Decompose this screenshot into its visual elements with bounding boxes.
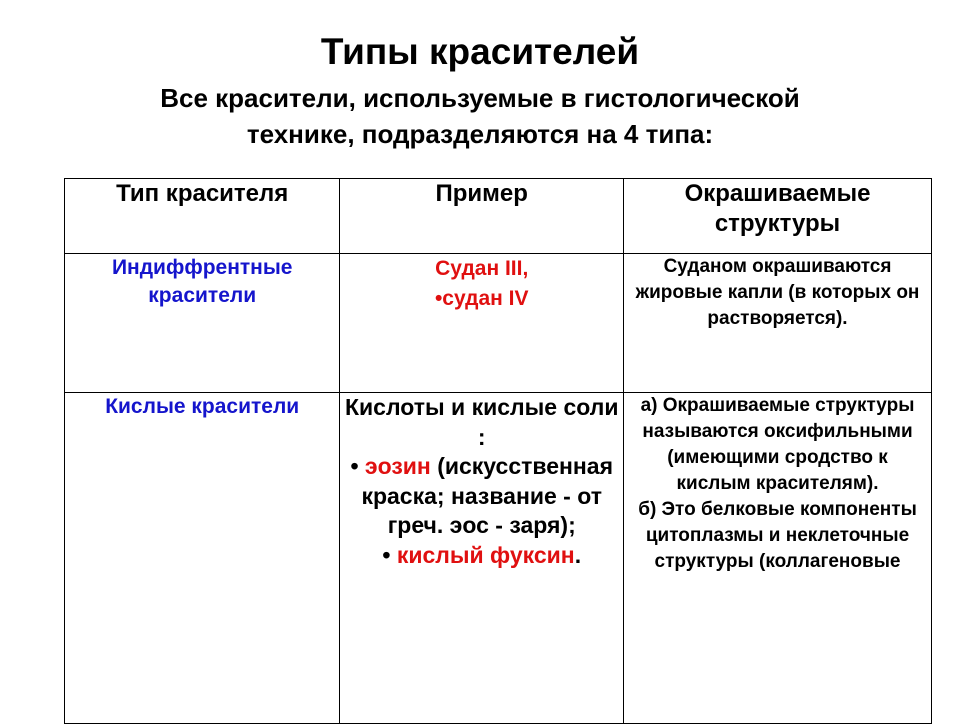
example-sudan-iv: •судан IV: [434, 287, 529, 310]
bullet-icon: •: [350, 453, 359, 479]
cell-structures-fat: Суданом окрашиваются жировые капли (в которых он растворяется).: [624, 254, 932, 393]
cell-example-sudan: [340, 254, 624, 393]
dye-types-table: [64, 178, 932, 724]
table-row: [65, 254, 932, 393]
example-acid-fuchsin: кислый фуксин: [396, 541, 575, 568]
subtitle-line-1: Все красители, используемые в гистологической: [160, 83, 800, 113]
example-eosin-note: (искусственная краска; название - от греч. эос - заря);: [361, 453, 613, 538]
slide-title: Типы красителей: [320, 31, 640, 72]
subtitle-line-2: технике, подразделяются на 4 типа:: [246, 119, 714, 149]
table-row: [65, 393, 932, 724]
example-period: .: [574, 541, 582, 568]
cell-structures-oxyphilic: [624, 393, 932, 724]
table-header-row: [65, 179, 932, 254]
cell-example-acids: [340, 393, 624, 724]
cell-dye-type-indifferent: Индиффрентные красители: [65, 254, 340, 393]
slide-subtitle: [60, 80, 900, 152]
example-sudan-iii: Судан III,: [435, 257, 529, 280]
header-structures: Окрашиваемые структуры: [624, 179, 932, 254]
bullet-icon: •: [382, 541, 391, 568]
structures-part-a: а) Окрашиваемые структуры называются оксифильными (имеющими сродство к кислым красителям).: [640, 395, 915, 494]
structures-part-b: б) Это белковые компоненты цитоплазмы и неклеточные структуры (коллагеновые: [638, 499, 917, 572]
example-eosin: эозин: [364, 453, 431, 479]
header-example: Пример: [340, 179, 624, 254]
cell-dye-type-acidic: Кислые красители: [65, 393, 340, 724]
example-intro: Кислоты и кислые соли :: [344, 394, 619, 450]
header-dye-type: Тип красителя: [65, 179, 340, 254]
